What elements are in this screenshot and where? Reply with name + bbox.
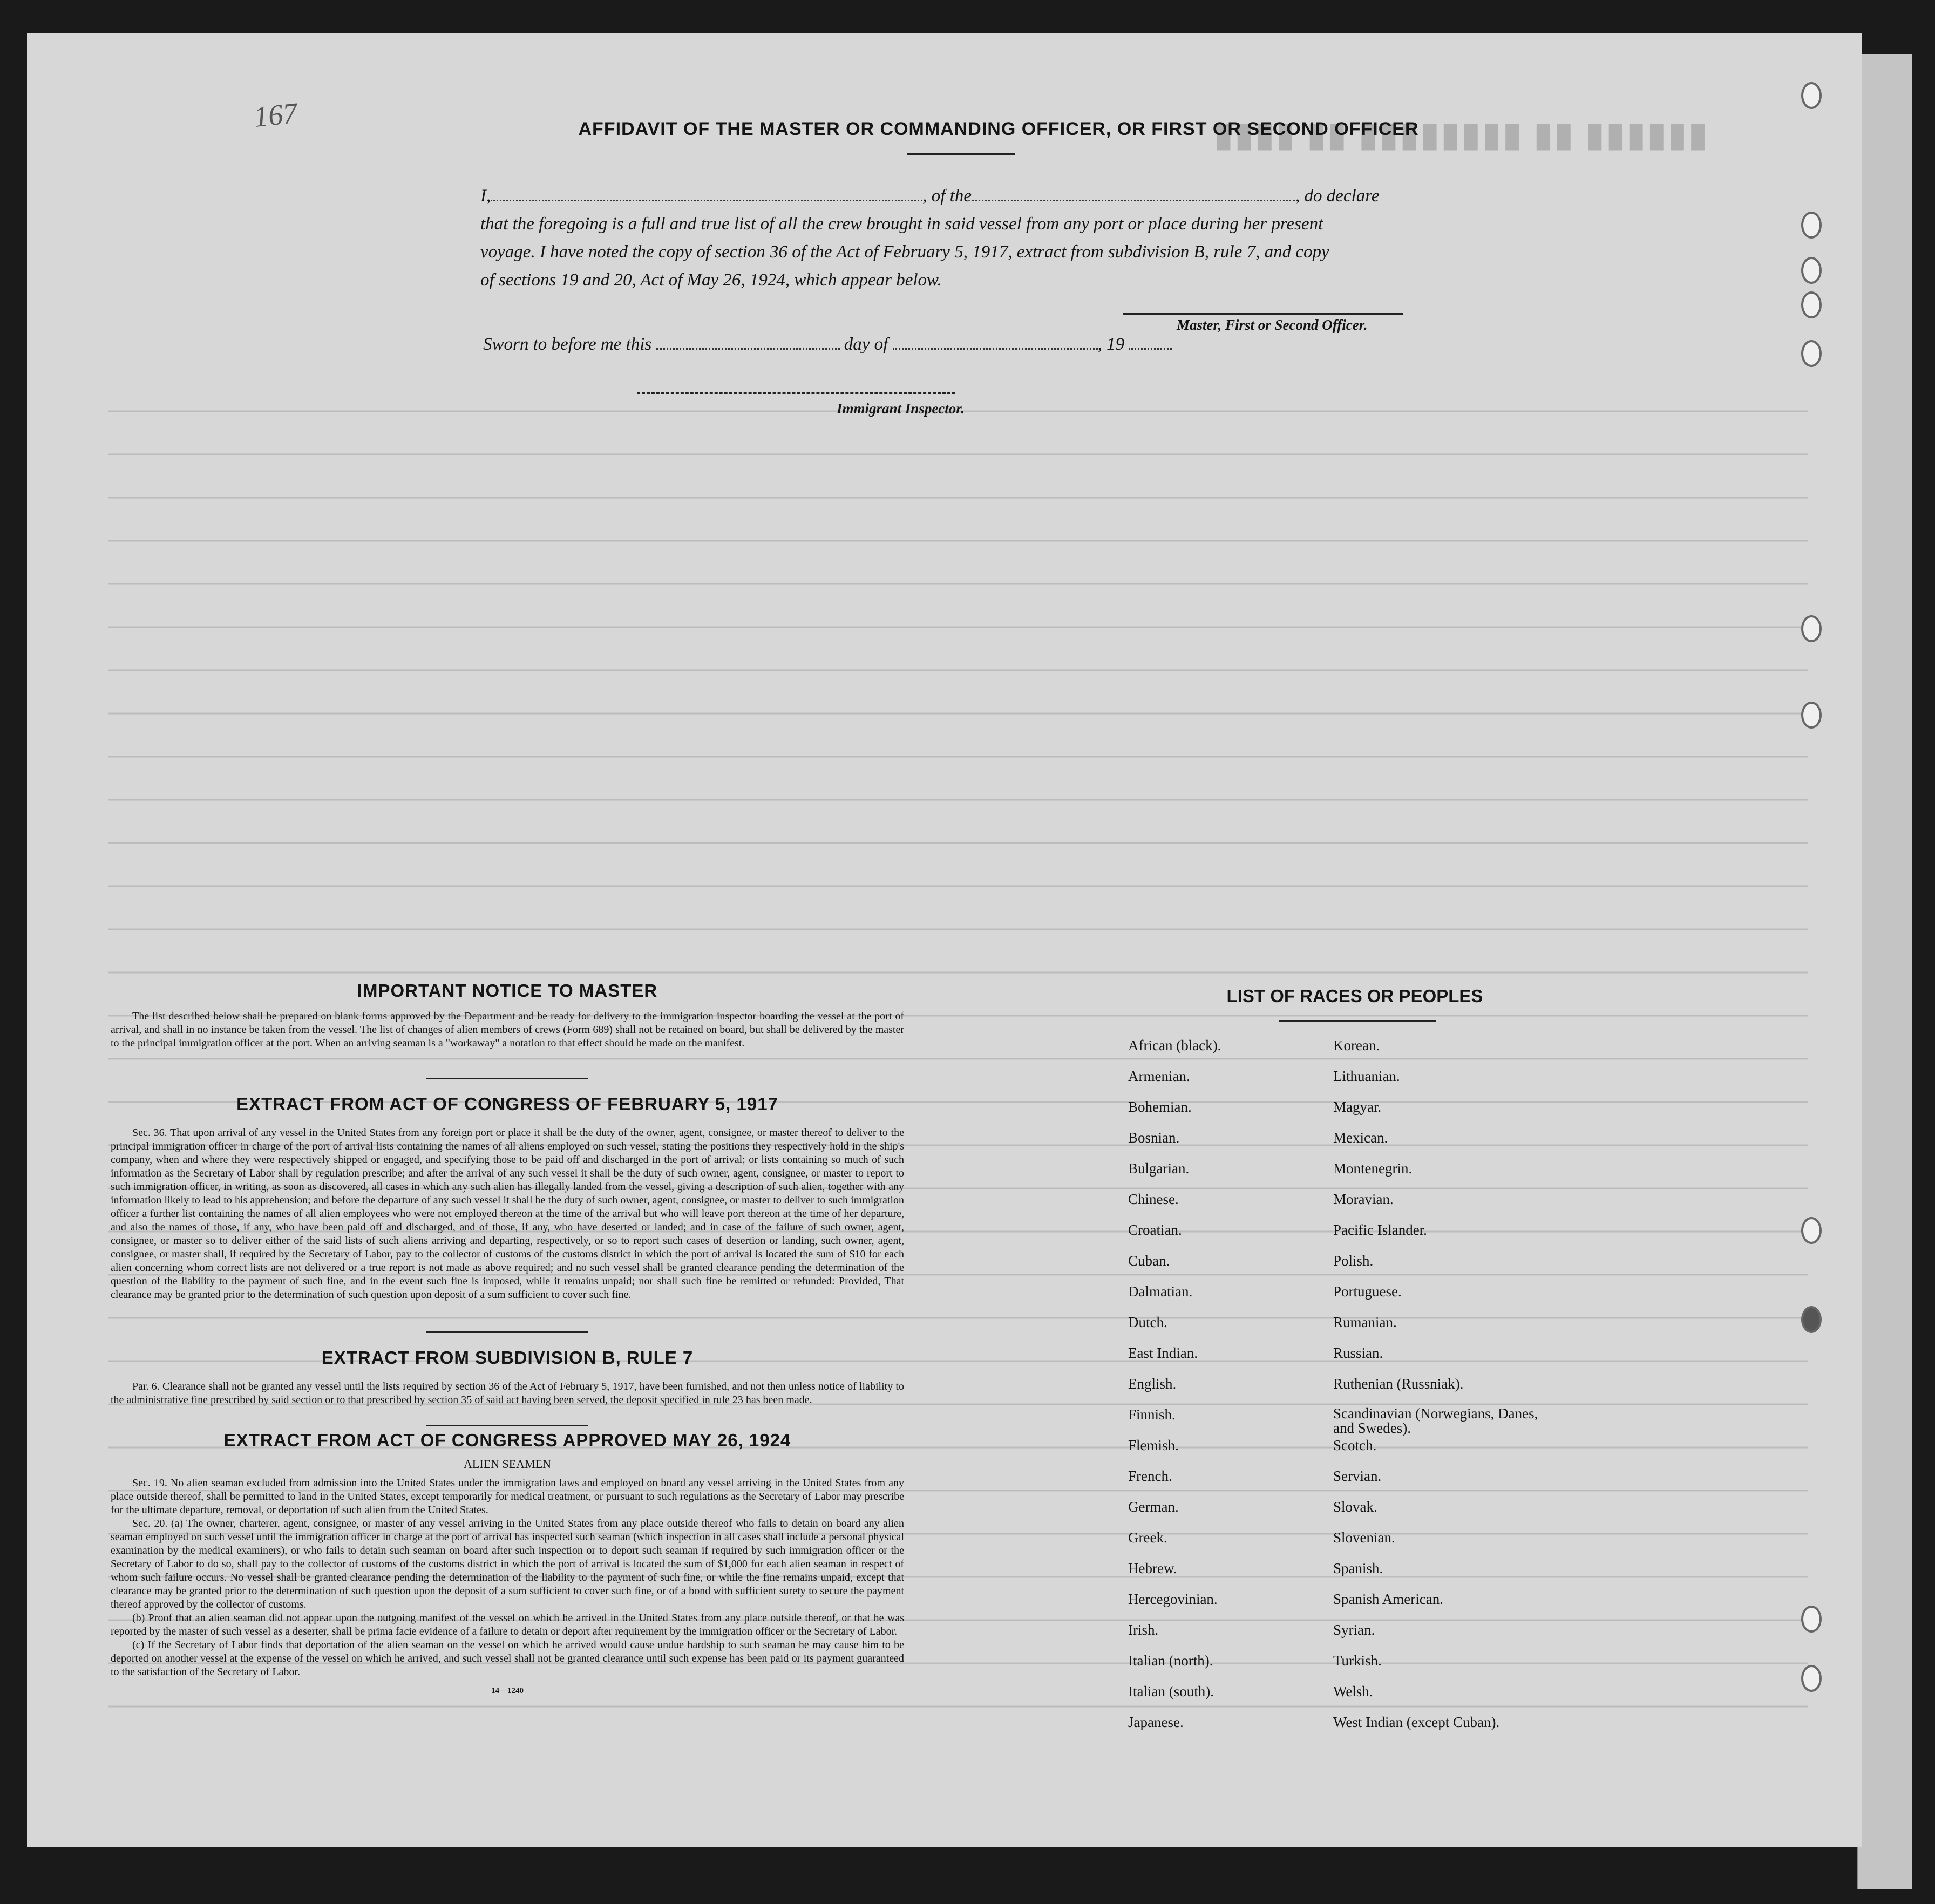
race-item: Magyar. (1333, 1099, 1382, 1115)
sworn-month-field[interactable] (893, 333, 1098, 350)
binder-hole (1801, 340, 1822, 367)
race-item: Welsh. (1333, 1683, 1373, 1699)
extract-1917-section (111, 1094, 904, 1302)
extract-1924-title: EXTRACT FROM ACT OF CONGRESS APPROVED MAY 26, 1924 (223, 1430, 791, 1450)
binder-hole (1801, 702, 1822, 729)
page-edge-strip (1857, 54, 1912, 1889)
race-item: Dalmatian. (1128, 1283, 1193, 1300)
sworn-line: Sworn to before me this day of , 19 (483, 333, 1172, 355)
sworn-year-field[interactable] (1129, 333, 1172, 350)
race-item: Flemish. (1128, 1437, 1179, 1453)
race-item: Montenegrin. (1333, 1160, 1413, 1177)
race-item: Bohemian. (1128, 1099, 1192, 1115)
race-item: Italian (south). (1128, 1683, 1214, 1699)
race-item: Cuban. (1128, 1253, 1170, 1269)
officer-name-field[interactable] (491, 185, 922, 201)
race-item: Scandinavian (Norwegians, Danes, and Swedes). (1333, 1405, 1538, 1436)
affidavit-title: AFFIDAVIT OF THE MASTER OR COMMANDING OFFICER, OR FIRST OR SECOND OFFICER (578, 119, 1419, 139)
race-item: Russian. (1333, 1345, 1383, 1361)
race-item: Slovenian. (1333, 1529, 1395, 1546)
title-underline (907, 153, 1015, 155)
race-item: Scotch. (1333, 1437, 1377, 1453)
extract-1924-subtitle: ALIEN SEAMEN (464, 1457, 551, 1471)
race-item: Dutch. (1128, 1314, 1167, 1330)
race-item: Hercegovinian. (1128, 1591, 1218, 1607)
extract-1924-sec20c: (c) If the Secretary of Labor finds that deportation of the alien seaman on the vessel on which he arrived would cause undue hardship to such seaman he may cause him to be deported on another vessel at the expense of the vessel on which he arrived, and such vessel shall not be granted clearance until such expense has been paid or its payment guaranteed to the satisfaction of the Secretary of Labor. (111, 1639, 904, 1678)
race-item: Slovak. (1333, 1499, 1377, 1515)
race-item: Polish. (1333, 1253, 1374, 1269)
notice-section (111, 981, 904, 1050)
extract-1924-sec19: Sec. 19. No alien seaman excluded from admission into the United States under the immigration laws and employed on board any vessel arriving in the United States from any place outside thereof, shall be permitted to land in the United States, except temporarily for medical treatment, or pursuant to such regulations as the Secretary of Labor may prescribe for the ultimate departure, removal, or deportation of such alien from the United States. (111, 1477, 904, 1516)
binder-hole (1801, 257, 1822, 284)
binder-hole (1801, 291, 1822, 318)
race-item: Armenian. (1128, 1068, 1190, 1084)
race-item: African (black). (1128, 1037, 1221, 1053)
binder-hole (1801, 1217, 1822, 1244)
binder-hole (1801, 1606, 1822, 1633)
race-item: Finnish. (1128, 1406, 1176, 1423)
race-item: Japanese. (1128, 1714, 1184, 1730)
master-signature-caption: Master, First or Second Officer. (1177, 317, 1368, 333)
race-item: Italian (north). (1128, 1653, 1213, 1669)
binder-hole (1801, 615, 1822, 642)
races-column-2 (1333, 1037, 1560, 1745)
divider-2 (426, 1331, 588, 1333)
race-item: Ruthenian (Russniak). (1333, 1376, 1464, 1392)
race-item: Servian. (1333, 1468, 1382, 1484)
extract-1924-sec20a: Sec. 20. (a) The owner, charterer, agent, consignee, or master of any vessel arriving in the United States from any place outside thereof who fails to detain on board any alien seaman employed on such vessel until the immigration officer in charge at the port of arrival has inspected such seaman (which inspection in all cases shall include a personal physical examination by the medical examiners), or who fails to detain such seaman on board after such inspection or to deport such seaman if required by such immigration officer or the Secretary of Labor to do so, shall pay to the collector of customs of the customs district in which the port of arrival is located the sum of $1,000 for each alien seaman in respect of whom such failure occurs. No vessel shall be granted clearance pending the determination of the liability to the payment of such fine, or while the fine remains unpaid, except that clearance may be granted prior to the determination of such question upon the deposit of a sum sufficient to cover such fine, or of a bond with sufficient surety to secure the payment thereof approved by the collector of customs. (111, 1518, 904, 1610)
binder-hole (1801, 1665, 1822, 1692)
inspector-signature-line[interactable] (637, 392, 955, 394)
notice-body: The list described below shall be prepared on blank forms approved by the Department and be ready for delivery to the immigration inspector boarding the vessel at the port of arrival, and shall in no instance be taken from the vessel. The list of changes of alien members of crews (Form 689) shall not be retained on board, but shall be delivered by the master to the principal immigration officer at the port. When an arriving seaman is a "workaway" a notation to that effect should be made on the manifest. (111, 1010, 904, 1049)
race-item: Lithuanian. (1333, 1068, 1400, 1084)
extract-1924-sec20b: (b) Proof that an alien seaman did not appear upon the outgoing manifest of the vessel on which he arrived in the United States from any place outside thereof, or that he was reported by the master of such vessel as a deserter, shall be prima facie evidence of a failure to detain or deport after requirement by the immigration officer or the Secretary of Labor. (111, 1612, 904, 1637)
binder-hole (1801, 82, 1822, 109)
extract-rule7-body: Par. 6. Clearance shall not be granted any vessel until the lists required by section 36 of the Act of February 5, 1917, have been furnished, and not then unless notice of liability to the administrative fine prescribed by said section or to that prescribed by section 35 of said act having been served, the deposit specified in rule 23 has been made. (111, 1381, 904, 1406)
extract-1924-section (111, 1430, 904, 1696)
race-item: Syrian. (1333, 1622, 1375, 1638)
notice-title: IMPORTANT NOTICE TO MASTER (357, 981, 658, 1001)
race-item: German. (1128, 1499, 1179, 1515)
race-item: Portuguese. (1333, 1283, 1402, 1300)
divider-3 (426, 1425, 588, 1426)
affidavit-line-4: of sections 19 and 20, Act of May 26, 1924, which appear below. (480, 270, 942, 290)
race-item: Moravian. (1333, 1191, 1394, 1207)
race-item: Greek. (1128, 1529, 1167, 1546)
extract-rule7-title: EXTRACT FROM SUBDIVISION B, RULE 7 (321, 1348, 694, 1368)
race-item: Bulgarian. (1128, 1160, 1190, 1177)
race-item: Pacific Islander. (1333, 1222, 1427, 1238)
binder-hole (1801, 212, 1822, 239)
handwritten-page-number: 167 (252, 96, 299, 134)
master-signature-line[interactable] (1123, 313, 1403, 315)
race-item: French. (1128, 1468, 1172, 1484)
race-item: Turkish. (1333, 1653, 1382, 1669)
race-item: Spanish American. (1333, 1591, 1443, 1607)
sworn-day-field[interactable] (656, 333, 840, 350)
affidavit-body (480, 182, 1614, 294)
extract-rule7-section (111, 1348, 904, 1407)
race-item: Mexican. (1333, 1130, 1388, 1146)
races-underline (1279, 1020, 1436, 1022)
document-sheet (27, 33, 1862, 1847)
extract-1917-title: EXTRACT FROM ACT OF CONGRESS OF FEBRUARY 5, 1917 (236, 1094, 778, 1114)
inspector-signature-caption: Immigrant Inspector. (837, 400, 965, 417)
races-column-1 (1128, 1037, 1322, 1745)
race-item: West Indian (except Cuban). (1333, 1714, 1500, 1730)
binder-hole (1801, 1306, 1822, 1333)
race-item: Spanish. (1333, 1560, 1383, 1576)
race-item: Rumanian. (1333, 1314, 1397, 1330)
bleed-through-texture: ▮▮▮▮ ▮▮ ▮▮▮▮▮▮▮▮ ▮▮ ▮▮▮▮▮▮ (27, 33, 1862, 1847)
vessel-name-field[interactable] (972, 185, 1295, 201)
race-item: English. (1128, 1376, 1177, 1392)
race-item: Croatian. (1128, 1222, 1182, 1238)
race-item: Hebrew. (1128, 1560, 1177, 1576)
races-title: LIST OF RACES OR PEOPLES (1226, 986, 1483, 1006)
race-item: Irish. (1128, 1622, 1159, 1638)
race-item: Chinese. (1128, 1191, 1179, 1207)
extract-1917-body: Sec. 36. That upon arrival of any vessel in the United States from any foreign port or place it shall be the duty of the owner, agent, consignee, or master thereof to deliver to the principal immigration officer in charge of the port of arrival lists containing the names of all aliens employed on such vessel, stating the positions they respectively hold in the ship's company, when and where they were respectively shipped or engaged, and specifying those to be paid off and discharged in the port of arrival; or lists containing so much of such information as the Secretary of Labor shall by regulation prescribe; and after the arrival of any such vessel it shall be the duty of such owner, agent, consignee, or master to report to such immigration officer, in writing, as soon as discovered, all cases in which any such alien has illegally landed from the vessel, giving a description of such alien, together with any information likely to lead to his apprehension; and before the departure of any such vessel it shall be the duty of such owner, agent, consignee, or master to deliver to such immigration officer a further list containing the names of all alien employees who were not employed thereon at the time of the arrival but who will leave port thereon at the time of her departure, and also the names of those, if any, who have been paid off and discharged, and of those, if any, who have deserted or landed; and in case of the failure of such owner, agent, consignee, or master so to deliver either of the said lists of such aliens arriving and departing, respectively, or so to report such cases of desertion or landing, such owner, agent, consignee, or master shall, if required by the Secretary of Labor, pay to the collector of customs of the customs district in which the port of arrival is located the sum of $10 for each alien concerning whom correct lists are not delivered or a true report is not made as above required; and no such vessel shall be granted clearance pending the determination of the question of the liability to the payment of such fine, and in the event such fine is imposed, while it remains unpaid; nor shall such fine be remitted or refunded: Provided, That clearance may be granted prior to the determination of such question upon deposit of a sum sufficient to cover such fine. (111, 1127, 904, 1301)
race-item: Bosnian. (1128, 1130, 1180, 1146)
affidavit-line-1: I, , of the , do declare (480, 182, 1614, 210)
form-number: 14—1240 (491, 1687, 524, 1695)
affidavit-line-2: that the foregoing is a full and true list of all the crew brought in said vessel from any port or place during her present (480, 214, 1323, 234)
race-item: East Indian. (1128, 1345, 1198, 1361)
divider-1 (426, 1078, 588, 1079)
affidavit-line-3: voyage. I have noted the copy of section 36 of the Act of February 5, 1917, extract from subdivision B, rule 7, and copy (480, 242, 1329, 262)
race-item: Korean. (1333, 1037, 1380, 1053)
